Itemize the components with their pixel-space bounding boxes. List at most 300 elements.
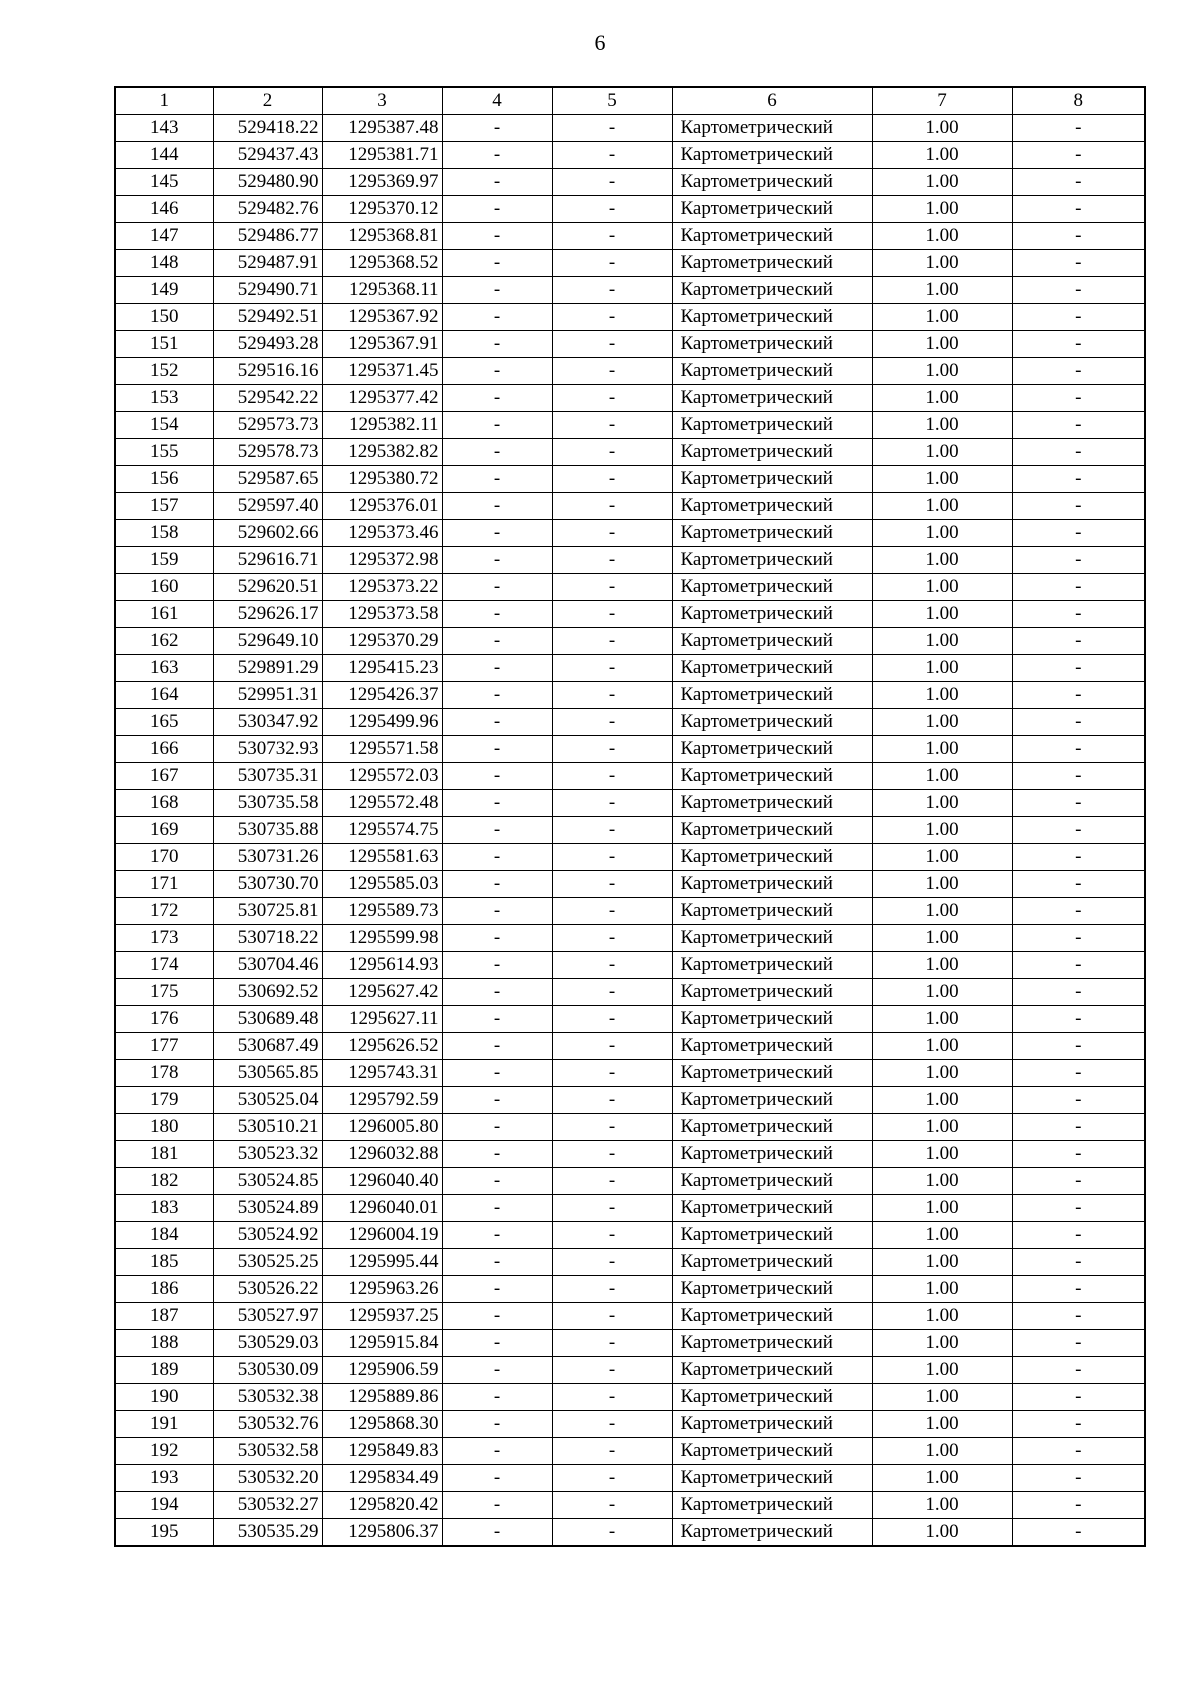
- table-cell: -: [1012, 493, 1145, 520]
- table-cell: -: [1012, 304, 1145, 331]
- table-cell: 153: [115, 385, 213, 412]
- table-cell: -: [1012, 385, 1145, 412]
- table-cell: 1.00: [872, 1060, 1012, 1087]
- table-cell: 171: [115, 871, 213, 898]
- table-cell: 160: [115, 574, 213, 601]
- table-cell: Картометрический: [672, 466, 872, 493]
- table-cell: 175: [115, 979, 213, 1006]
- table-cell: 165: [115, 709, 213, 736]
- table-cell: -: [442, 223, 552, 250]
- table-cell: -: [552, 1492, 672, 1519]
- table-cell: 530524.85: [213, 1168, 322, 1195]
- table-row: [115, 1330, 1145, 1357]
- table-cell: 1295571.58: [322, 736, 442, 763]
- table-cell: 1.00: [872, 520, 1012, 547]
- table-cell: Картометрический: [672, 655, 872, 682]
- table-cell: Картометрический: [672, 1330, 872, 1357]
- table-cell: 1295377.42: [322, 385, 442, 412]
- table-cell: 529516.16: [213, 358, 322, 385]
- table-row: [115, 277, 1145, 304]
- table-cell: 149: [115, 277, 213, 304]
- table-cell: 190: [115, 1384, 213, 1411]
- table-cell: -: [552, 844, 672, 871]
- table-cell: -: [442, 250, 552, 277]
- table-cell: 529616.71: [213, 547, 322, 574]
- table-cell: 530692.52: [213, 979, 322, 1006]
- table-cell: Картометрический: [672, 979, 872, 1006]
- table-cell: -: [552, 1465, 672, 1492]
- table-row: [115, 1519, 1145, 1547]
- table-cell: -: [442, 1492, 552, 1519]
- table-cell: -: [552, 304, 672, 331]
- table-cell: 181: [115, 1141, 213, 1168]
- table-cell: 174: [115, 952, 213, 979]
- table-cell: Картометрический: [672, 250, 872, 277]
- table-cell: -: [442, 979, 552, 1006]
- table-cell: 1.00: [872, 1330, 1012, 1357]
- table-cell: -: [552, 412, 672, 439]
- table-row: [115, 169, 1145, 196]
- table-cell: -: [552, 520, 672, 547]
- table-cell: 155: [115, 439, 213, 466]
- table-cell: -: [442, 169, 552, 196]
- table-cell: 1295387.48: [322, 115, 442, 142]
- table-cell: 164: [115, 682, 213, 709]
- table-cell: -: [442, 547, 552, 574]
- table-cell: 529649.10: [213, 628, 322, 655]
- table-cell: 1.00: [872, 439, 1012, 466]
- table-cell: -: [552, 169, 672, 196]
- table-cell: -: [1012, 898, 1145, 925]
- table-cell: -: [442, 439, 552, 466]
- table-cell: -: [1012, 439, 1145, 466]
- table-cell: 1.00: [872, 412, 1012, 439]
- table-row: [115, 466, 1145, 493]
- table-cell: 530732.93: [213, 736, 322, 763]
- table-cell: 162: [115, 628, 213, 655]
- table-cell: 152: [115, 358, 213, 385]
- table-cell: -: [552, 1357, 672, 1384]
- table-cell: 1.00: [872, 1195, 1012, 1222]
- table-cell: Картометрический: [672, 1276, 872, 1303]
- table-cell: 168: [115, 790, 213, 817]
- table-cell: Картометрический: [672, 493, 872, 520]
- table-cell: Картометрический: [672, 115, 872, 142]
- table-row: [115, 1141, 1145, 1168]
- table-cell: -: [552, 493, 672, 520]
- table-cell: 148: [115, 250, 213, 277]
- table-cell: -: [1012, 628, 1145, 655]
- table-cell: 1.00: [872, 1087, 1012, 1114]
- table-cell: 169: [115, 817, 213, 844]
- table-cell: 1.00: [872, 871, 1012, 898]
- table-cell: -: [1012, 763, 1145, 790]
- table-row: [115, 304, 1145, 331]
- table-row: [115, 1276, 1145, 1303]
- table-cell: 1.00: [872, 709, 1012, 736]
- table-row: [115, 115, 1145, 142]
- table-cell: 529418.22: [213, 115, 322, 142]
- table-cell: -: [442, 1384, 552, 1411]
- table-row: [115, 412, 1145, 439]
- table-cell: 529482.76: [213, 196, 322, 223]
- table-cell: 146: [115, 196, 213, 223]
- table-cell: -: [552, 817, 672, 844]
- table-cell: -: [1012, 1384, 1145, 1411]
- table-cell: Картометрический: [672, 898, 872, 925]
- table-cell: -: [442, 493, 552, 520]
- table-cell: 1295369.97: [322, 169, 442, 196]
- table-cell: 529490.71: [213, 277, 322, 304]
- table-cell: -: [1012, 466, 1145, 493]
- table-row: [115, 331, 1145, 358]
- table-cell: 1.00: [872, 115, 1012, 142]
- table-cell: -: [1012, 952, 1145, 979]
- page-number: 6: [594, 30, 606, 55]
- table-cell: Картометрический: [672, 817, 872, 844]
- table-cell: -: [442, 1168, 552, 1195]
- table-cell: -: [1012, 358, 1145, 385]
- table-row: [115, 952, 1145, 979]
- table-cell: 1.00: [872, 736, 1012, 763]
- table-cell: -: [442, 466, 552, 493]
- table-cell: 530529.03: [213, 1330, 322, 1357]
- table-cell: -: [1012, 601, 1145, 628]
- table-cell: 530510.21: [213, 1114, 322, 1141]
- table-cell: -: [442, 1330, 552, 1357]
- table-cell: 1295792.59: [322, 1087, 442, 1114]
- table-cell: 189: [115, 1357, 213, 1384]
- table-row: [115, 925, 1145, 952]
- table-row: [115, 979, 1145, 1006]
- table-cell: Картометрический: [672, 1438, 872, 1465]
- table-header: [115, 87, 1145, 115]
- table-cell: 529542.22: [213, 385, 322, 412]
- table-row: [115, 250, 1145, 277]
- table-row: [115, 1168, 1145, 1195]
- table-cell: 1295626.52: [322, 1033, 442, 1060]
- table-cell: 1295915.84: [322, 1330, 442, 1357]
- table-cell: 1295368.52: [322, 250, 442, 277]
- table-cell: -: [1012, 844, 1145, 871]
- table-cell: 529626.17: [213, 601, 322, 628]
- table-cell: 1295589.73: [322, 898, 442, 925]
- table-cell: 1.00: [872, 142, 1012, 169]
- table-cell: -: [552, 223, 672, 250]
- table-cell: 1.00: [872, 304, 1012, 331]
- table-row: [115, 1384, 1145, 1411]
- table-cell: -: [1012, 250, 1145, 277]
- table-cell: Картометрический: [672, 709, 872, 736]
- table-cell: -: [442, 1222, 552, 1249]
- table-cell: -: [442, 412, 552, 439]
- table-cell: -: [552, 331, 672, 358]
- table-cell: Картометрический: [672, 1357, 872, 1384]
- table-cell: -: [442, 871, 552, 898]
- table-cell: 177: [115, 1033, 213, 1060]
- table-cell: 1.00: [872, 898, 1012, 925]
- table-cell: 1.00: [872, 547, 1012, 574]
- table-cell: 1.00: [872, 844, 1012, 871]
- table-cell: -: [1012, 412, 1145, 439]
- table-cell: -: [442, 925, 552, 952]
- table-cell: 1295376.01: [322, 493, 442, 520]
- table-cell: 157: [115, 493, 213, 520]
- table-cell: 1.00: [872, 682, 1012, 709]
- table-cell: Картометрический: [672, 412, 872, 439]
- table-cell: Картометрический: [672, 844, 872, 871]
- table-cell: -: [552, 196, 672, 223]
- table-cell: -: [442, 115, 552, 142]
- table-cell: 167: [115, 763, 213, 790]
- table-cell: -: [552, 763, 672, 790]
- table-cell: -: [442, 277, 552, 304]
- table-cell: -: [1012, 574, 1145, 601]
- table-row: [115, 520, 1145, 547]
- table-cell: 1295367.92: [322, 304, 442, 331]
- table-row: [115, 763, 1145, 790]
- table-cell: 156: [115, 466, 213, 493]
- table-cell: -: [552, 655, 672, 682]
- table-cell: 187: [115, 1303, 213, 1330]
- table-cell: 530731.26: [213, 844, 322, 871]
- table-cell: -: [442, 358, 552, 385]
- table-cell: Картометрический: [672, 331, 872, 358]
- table-cell: 1.00: [872, 1411, 1012, 1438]
- table-cell: Картометрический: [672, 1519, 872, 1547]
- table-cell: Картометрический: [672, 1114, 872, 1141]
- table-cell: 1.00: [872, 277, 1012, 304]
- table-cell: -: [442, 1438, 552, 1465]
- coordinates-table: [114, 86, 1146, 1547]
- table-cell: -: [1012, 196, 1145, 223]
- table-cell: -: [552, 790, 672, 817]
- table-cell: -: [442, 1303, 552, 1330]
- table-cell: 1295380.72: [322, 466, 442, 493]
- table-cell: -: [552, 439, 672, 466]
- table-cell: 1295834.49: [322, 1465, 442, 1492]
- table-cell: 1.00: [872, 1168, 1012, 1195]
- table-cell: 530687.49: [213, 1033, 322, 1060]
- table-cell: 1.00: [872, 466, 1012, 493]
- table-cell: 529891.29: [213, 655, 322, 682]
- column-header-8: 8: [1012, 87, 1145, 115]
- table-cell: 172: [115, 898, 213, 925]
- table-cell: 1.00: [872, 790, 1012, 817]
- table-cell: -: [1012, 1141, 1145, 1168]
- table-cell: 529602.66: [213, 520, 322, 547]
- table-cell: -: [1012, 925, 1145, 952]
- table-cell: Картометрический: [672, 1168, 872, 1195]
- table-cell: 529486.77: [213, 223, 322, 250]
- table-cell: 170: [115, 844, 213, 871]
- table-cell: -: [1012, 1195, 1145, 1222]
- table-cell: Картометрический: [672, 277, 872, 304]
- table-cell: 1.00: [872, 601, 1012, 628]
- table-cell: -: [1012, 1276, 1145, 1303]
- table-cell: 530532.27: [213, 1492, 322, 1519]
- table-cell: 182: [115, 1168, 213, 1195]
- table-cell: 1.00: [872, 1492, 1012, 1519]
- table-cell: 1295937.25: [322, 1303, 442, 1330]
- table-cell: 530689.48: [213, 1006, 322, 1033]
- table-cell: 1.00: [872, 169, 1012, 196]
- table-cell: Картометрический: [672, 1195, 872, 1222]
- table-cell: -: [1012, 1006, 1145, 1033]
- table-row: [115, 1465, 1145, 1492]
- table-cell: -: [552, 1330, 672, 1357]
- table-cell: 530565.85: [213, 1060, 322, 1087]
- table-cell: -: [552, 547, 672, 574]
- table-cell: 195: [115, 1519, 213, 1547]
- table-cell: Картометрический: [672, 790, 872, 817]
- table-cell: -: [442, 628, 552, 655]
- table-row: [115, 655, 1145, 682]
- table-cell: 178: [115, 1060, 213, 1087]
- table-cell: 161: [115, 601, 213, 628]
- table-cell: 529492.51: [213, 304, 322, 331]
- table-cell: 1295572.03: [322, 763, 442, 790]
- column-header-3: 3: [322, 87, 442, 115]
- table-cell: 530704.46: [213, 952, 322, 979]
- table-cell: -: [442, 763, 552, 790]
- table-cell: 1.00: [872, 925, 1012, 952]
- table-cell: -: [442, 520, 552, 547]
- table-cell: -: [552, 385, 672, 412]
- table-cell: 1.00: [872, 1222, 1012, 1249]
- table-cell: 1.00: [872, 331, 1012, 358]
- table-row: [115, 1006, 1145, 1033]
- table-cell: 530735.58: [213, 790, 322, 817]
- table-cell: -: [442, 1141, 552, 1168]
- table-cell: 185: [115, 1249, 213, 1276]
- table-cell: -: [552, 1411, 672, 1438]
- table-cell: 1295906.59: [322, 1357, 442, 1384]
- table-cell: -: [442, 196, 552, 223]
- table-cell: -: [552, 1114, 672, 1141]
- table-cell: 158: [115, 520, 213, 547]
- table-cell: -: [442, 574, 552, 601]
- table-cell: 1295889.86: [322, 1384, 442, 1411]
- table-cell: -: [442, 817, 552, 844]
- table-cell: 530735.31: [213, 763, 322, 790]
- table-cell: Картометрический: [672, 682, 872, 709]
- table-cell: 188: [115, 1330, 213, 1357]
- table-cell: Картометрический: [672, 169, 872, 196]
- table-cell: -: [552, 250, 672, 277]
- table-cell: 150: [115, 304, 213, 331]
- table-cell: 166: [115, 736, 213, 763]
- table-row: [115, 1411, 1145, 1438]
- table-cell: 183: [115, 1195, 213, 1222]
- table-cell: -: [552, 1006, 672, 1033]
- table-cell: Картометрический: [672, 1033, 872, 1060]
- table-cell: 159: [115, 547, 213, 574]
- table-cell: 529578.73: [213, 439, 322, 466]
- table-cell: -: [552, 1222, 672, 1249]
- table-cell: 530524.92: [213, 1222, 322, 1249]
- table-row: [115, 1195, 1145, 1222]
- table-cell: 529951.31: [213, 682, 322, 709]
- table-cell: Картометрический: [672, 1222, 872, 1249]
- table-cell: 151: [115, 331, 213, 358]
- table-cell: 1.00: [872, 574, 1012, 601]
- table-cell: 1.00: [872, 358, 1012, 385]
- table-cell: Картометрический: [672, 304, 872, 331]
- table-cell: -: [1012, 547, 1145, 574]
- table-cell: 163: [115, 655, 213, 682]
- table-row: [115, 1492, 1145, 1519]
- table-row: [115, 871, 1145, 898]
- table-cell: -: [442, 331, 552, 358]
- table-cell: Картометрический: [672, 925, 872, 952]
- table-cell: 1295849.83: [322, 1438, 442, 1465]
- table-cell: 529597.40: [213, 493, 322, 520]
- table-cell: 530347.92: [213, 709, 322, 736]
- table-cell: 1295371.45: [322, 358, 442, 385]
- table-cell: 1.00: [872, 1114, 1012, 1141]
- table-cell: Картометрический: [672, 1303, 872, 1330]
- table-cell: 1.00: [872, 628, 1012, 655]
- table-cell: -: [442, 1060, 552, 1087]
- table-cell: -: [442, 142, 552, 169]
- table-row: [115, 1087, 1145, 1114]
- table-cell: Картометрический: [672, 520, 872, 547]
- table-row: [115, 1033, 1145, 1060]
- table-cell: Картометрический: [672, 601, 872, 628]
- table-cell: 1.00: [872, 1006, 1012, 1033]
- table-cell: -: [552, 358, 672, 385]
- table-row: [115, 709, 1145, 736]
- table-cell: 1.00: [872, 1465, 1012, 1492]
- table-cell: 1295614.93: [322, 952, 442, 979]
- table-cell: -: [552, 709, 672, 736]
- table-cell: 1.00: [872, 952, 1012, 979]
- table-cell: -: [1012, 1519, 1145, 1547]
- table-cell: 530735.88: [213, 817, 322, 844]
- table-cell: -: [1012, 1168, 1145, 1195]
- table-row: [115, 1357, 1145, 1384]
- column-header-1: 1: [115, 87, 213, 115]
- table-cell: 1.00: [872, 1357, 1012, 1384]
- table-cell: -: [552, 1276, 672, 1303]
- table-cell: -: [442, 952, 552, 979]
- table-row: [115, 628, 1145, 655]
- table-cell: -: [552, 574, 672, 601]
- table-row: [115, 439, 1145, 466]
- table-row: [115, 196, 1145, 223]
- table-cell: 1295806.37: [322, 1519, 442, 1547]
- table-cell: 143: [115, 115, 213, 142]
- table-cell: -: [552, 601, 672, 628]
- table-cell: 144: [115, 142, 213, 169]
- column-header-2: 2: [213, 87, 322, 115]
- table-cell: -: [442, 1249, 552, 1276]
- table-cell: 179: [115, 1087, 213, 1114]
- table-cell: 1296040.01: [322, 1195, 442, 1222]
- table-cell: 530535.29: [213, 1519, 322, 1547]
- table-cell: 1.00: [872, 1303, 1012, 1330]
- table-cell: 1296040.40: [322, 1168, 442, 1195]
- table-cell: 1.00: [872, 1519, 1012, 1547]
- table-cell: Картометрический: [672, 1384, 872, 1411]
- table-cell: 1295868.30: [322, 1411, 442, 1438]
- table-cell: Картометрический: [672, 358, 872, 385]
- table-cell: 145: [115, 169, 213, 196]
- table-row: [115, 1438, 1145, 1465]
- table-cell: 1296032.88: [322, 1141, 442, 1168]
- table-cell: 1295995.44: [322, 1249, 442, 1276]
